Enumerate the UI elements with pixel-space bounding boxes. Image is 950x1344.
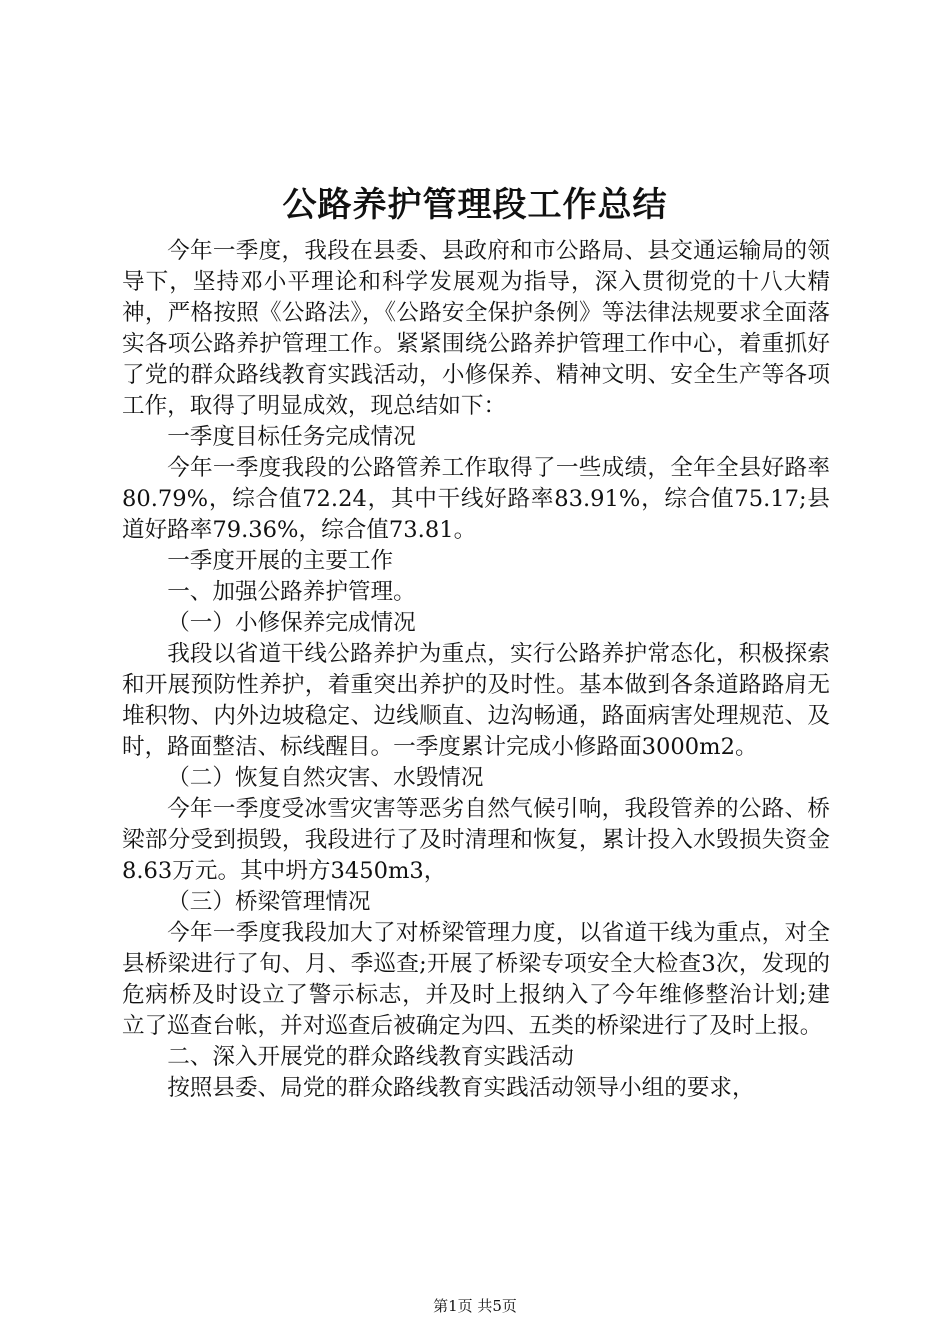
subheading-bridge-management: （三）桥梁管理情况 [167,889,371,915]
paragraph-targets: 今年一季度我段的公路管养工作取得了一些成绩，全年全县好路率80.79%，综合值72.24，其中干线好路率83.91%，综合值75.17;县道好路率79.36%，综合值73.81。 [122,455,830,543]
paragraph-disaster-recovery: 今年一季度受冰雪灾害等恶劣自然气候引响，我段管养的公路、桥梁部分受到损毁，我段进行了及时清理和恢复，累计投入水毁损失资金8.63万元。其中坍方3450m3， [122,796,830,884]
section-heading-main-work: 一季度开展的主要工作 [167,548,394,574]
section-heading-targets: 一季度目标任务完成情况 [167,424,416,450]
paragraph-minor-repair: 我段以省道干线公路养护为重点，实行公路养护常态化，积极探索和开展预防性养护，着重突出养护的及时性。基本做到各条道路路肩无堆积物、内外边坡稳定、边线顺直、边沟畅通，路面病害处理规范、及时，路面整洁、标线醒目。一季度累计完成小修路面3000m2。 [122,641,830,760]
section-heading-party-education: 二、深入开展党的群众路线教育实践活动 [167,1044,574,1070]
subheading-disaster-recovery: （二）恢复自然灾害、水毁情况 [167,765,484,791]
paragraph-intro: 今年一季度，我段在县委、县政府和市公路局、县交通运输局的领导下，坚持邓小平理论和科学发展观为指导，深入贯彻党的十八大精神，严格按照《公路法》，《公路安全保护条例》等法律法规要求全面落实各项公路养护管理工作。紧紧围绕公路养护管理工作中心，着重抓好了党的群众路线教育实践活动，小修保养、精神文明、安全生产等各项工作，取得了明显成效，现总结如下： [122,238,830,419]
document-title: 公路养护管理段工作总结 [282,185,668,225]
paragraph-party-education: 按照县委、局党的群众路线教育实践活动领导小组的要求， [167,1075,755,1101]
subheading-minor-repair: （一）小修保养完成情况 [167,610,416,636]
page-footer: 第1页 共5页 [433,1297,517,1315]
document-body [122,236,830,1104]
paragraph-bridge-management: 今年一季度我段加大了对桥梁管理力度，以省道干线为重点，对全县桥梁进行了旬、月、季巡查;开展了桥梁专项安全大检查3次，发现的危病桥及时设立了警示标志，并及时上报纳入了今年维修整治计划;建立了巡查台帐，并对巡查后被确定为四、五类的桥梁进行了及时上报。 [122,920,830,1039]
section-heading-maintenance: 一、加强公路养护管理。 [167,579,416,605]
